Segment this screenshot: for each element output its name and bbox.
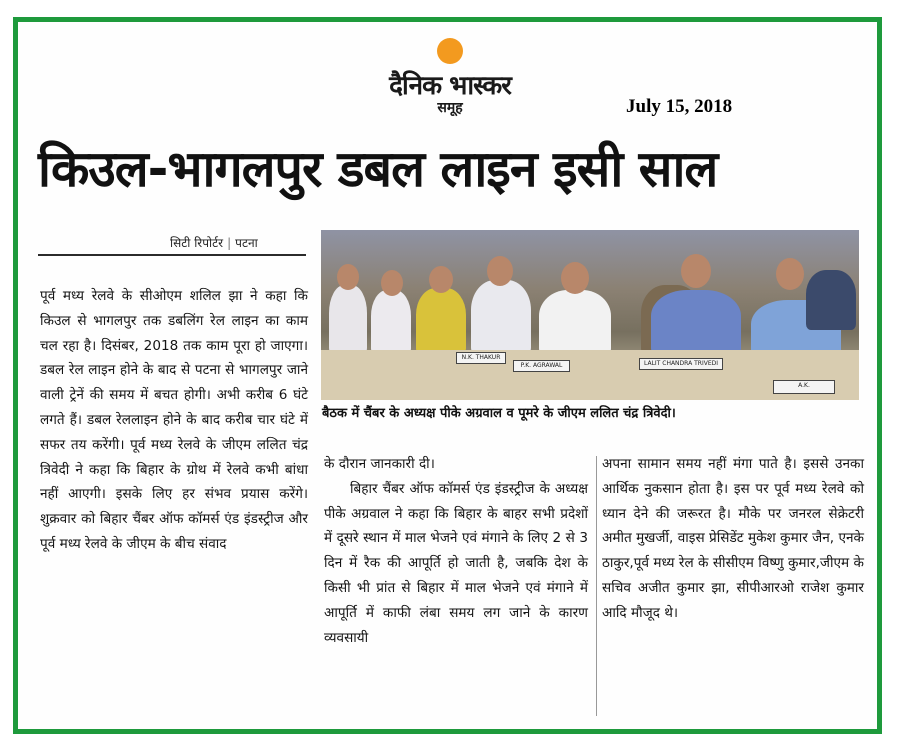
masthead-logo: दैनिक भास्कर: [389, 71, 511, 101]
article-paragraph: बिहार चैंबर ऑफ कॉमर्स एंड इंडस्ट्रीज के अध्यक्ष पीके अग्रवाल ने कहा कि बिहार के बाहर सभी प्रदेशों में दूसरे स्थान में माल भेजने एवं मंगाने के लिए 2 से 3 दिन में रैक की आपूर्ति हो जाती है, जबकि देश के किसी भी प्रांत से बिहार में माल भेजने एवं मंगाने में आपूर्ति में काफी लंबा समय लग जाने के कारण व्यवसायी: [324, 480, 588, 646]
article-column-2: [324, 452, 588, 650]
article-paragraph-lead: के दौरान जानकारी दी।: [324, 456, 435, 472]
byline-reporter: सिटी रिपोर्टर: [170, 236, 224, 250]
photo-caption: बैठक में चैंबर के अध्यक्ष पीके अग्रवाल व पूमरे के जीएम ललित चंद्र त्रिवेदी।: [322, 406, 676, 421]
sun-logo-icon: [437, 38, 463, 64]
nameplate: LALIT CHANDRA TRIVEDI: [639, 358, 723, 370]
publication-date: July 15, 2018: [626, 96, 733, 117]
article-column-1: [40, 284, 308, 557]
nameplate: N.K. THAKUR: [456, 352, 506, 364]
meeting-photo: [321, 230, 859, 400]
article-paragraph: अपना सामान समय नहीं मंगा पाते है। इससे उनका आर्थिक नुकसान होता है। इस पर पूर्व मध्य रेलवे को ध्यान देने की जरूरत है। मौके पर जनरल सेक्रेटरी अमीत मुखर्जी, वाइस प्रेसिडेंट मुकेश कुमार जैन, एनके ठाकुर,पूर्व मध्य रेल के सीसीएम विष्णु कुमार,जीएम के सचिव अजीत कुमार झा, सीपीआरओ राजेश कुमार आदि मौजूद थे।: [602, 456, 864, 621]
article-column-3: [602, 452, 864, 626]
byline: सिटी रिपोर्टर | पटना: [170, 236, 258, 250]
column-divider: [596, 456, 597, 716]
nameplate: A.K.: [773, 380, 835, 394]
byline-location: पटना: [235, 236, 258, 250]
masthead-logo-sub: समूह: [437, 100, 463, 116]
byline-rule: [38, 254, 306, 256]
headline: किउल-भागलपुर डबल लाइन इसी साल: [38, 140, 718, 198]
article-paragraph: पूर्व मध्य रेलवे के सीओएम शलिल झा ने कहा कि किउल से भागलपुर तक डबलिंग रेल लाइन का काम चल रहा है। दिसंबर, 2018 तक काम पूरा हो जाएगा। डबल रेल लाइन होने के बाद से पटना से भागलपुर जाने वाली ट्रेनें की समय में बचत होगी। अभी करीब 6 घंटे लगते हैं। डबल रेललाइन होने के बाद करीब चार घंटे में सफर तय करेंगी। पूर्व मध्य रेलवे के जीएम ललित चंद्र त्रिवेदी ने कहा कि बिहार के ग्रोथ में रेलवे कभी बांधा नहीं आएगी। इसके लिए हर संभव प्रयास करेंगे। शुक्रवार को बिहार चैंबर ऑफ कॉमर्स एंड इंडस्ट्रीज और पूर्व मध्य रेलवे के जीएम के बीच संवाद: [40, 288, 308, 552]
nameplate: P.K. AGRAWAL: [513, 360, 570, 372]
